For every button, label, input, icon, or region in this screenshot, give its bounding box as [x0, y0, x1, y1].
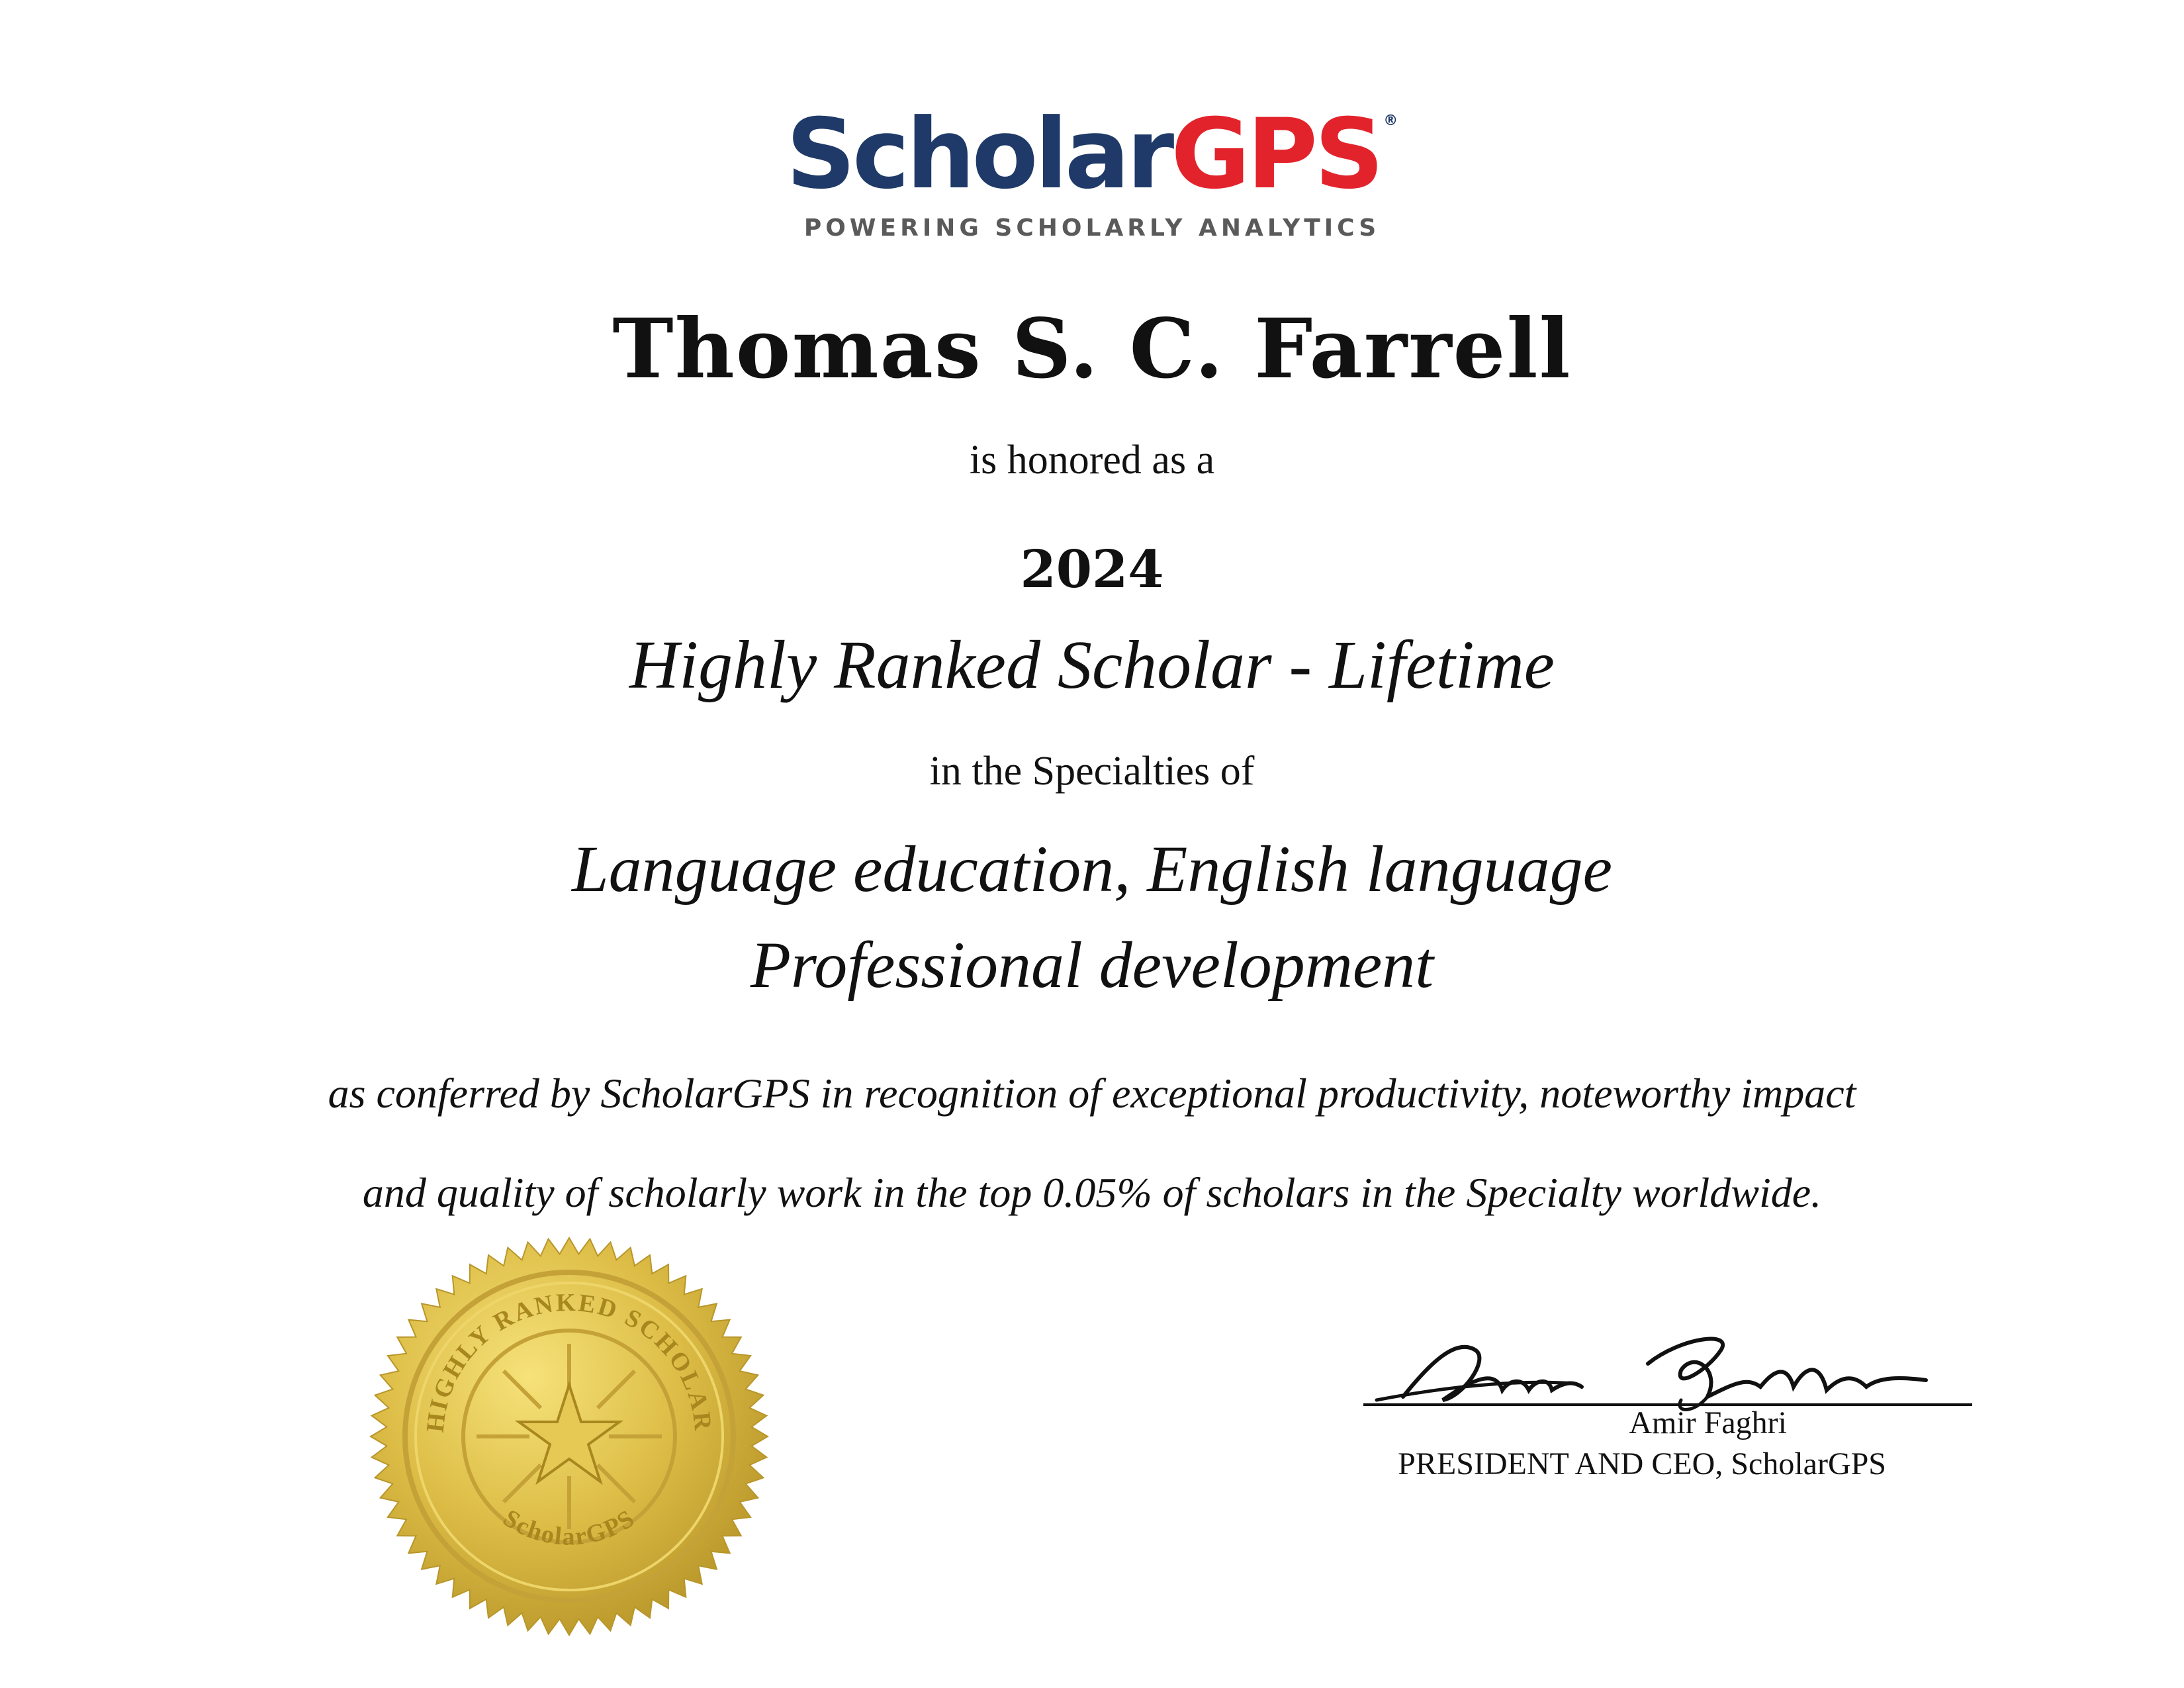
specialty-line-1: Language education, English language — [571, 832, 1613, 906]
specialty-line-2: Professional development — [750, 928, 1434, 1002]
honored-text: is honored as a — [969, 438, 1215, 483]
recipient-name: Thomas S. C. Farrell — [612, 301, 1572, 397]
signature-block — [1363, 1324, 1972, 1496]
scholargps-logo — [0, 98, 2184, 242]
gold-seal — [364, 1231, 774, 1642]
logo-wordmark — [786, 98, 1398, 211]
logo-brand-scholar: Scholar — [786, 98, 1171, 211]
handwritten-signature — [1363, 1324, 1972, 1417]
seal-graphic — [364, 1231, 774, 1642]
logo-brand-gps: GPS — [1171, 98, 1381, 211]
registered-mark: ® — [1383, 113, 1398, 129]
seal-top-text: HIGHLY RANKED SCHOLAR — [421, 1288, 717, 1434]
conferral-line-2: and quality of scholarly work in the top 0.05% of scholars in the Specialty worldwide. — [362, 1169, 1822, 1216]
logo-tagline: POWERING SCHOLARLY ANALYTICS — [803, 214, 1381, 242]
award-year: 2024 — [1020, 539, 1164, 600]
conferral-line-1: as conferred by ScholarGPS in recognition of exceptional productivity, noteworthy impact — [328, 1070, 1856, 1117]
seal-bottom-text: ScholarGPS — [498, 1504, 641, 1551]
signatory-name: Amir Faghri — [1629, 1405, 1787, 1440]
specialties-intro: in the Specialties of — [929, 749, 1255, 794]
award-title: Highly Ranked Scholar - Lifetime — [629, 627, 1555, 703]
signatory-title: PRESIDENT AND CEO, ScholarGPS — [1398, 1446, 1886, 1481]
